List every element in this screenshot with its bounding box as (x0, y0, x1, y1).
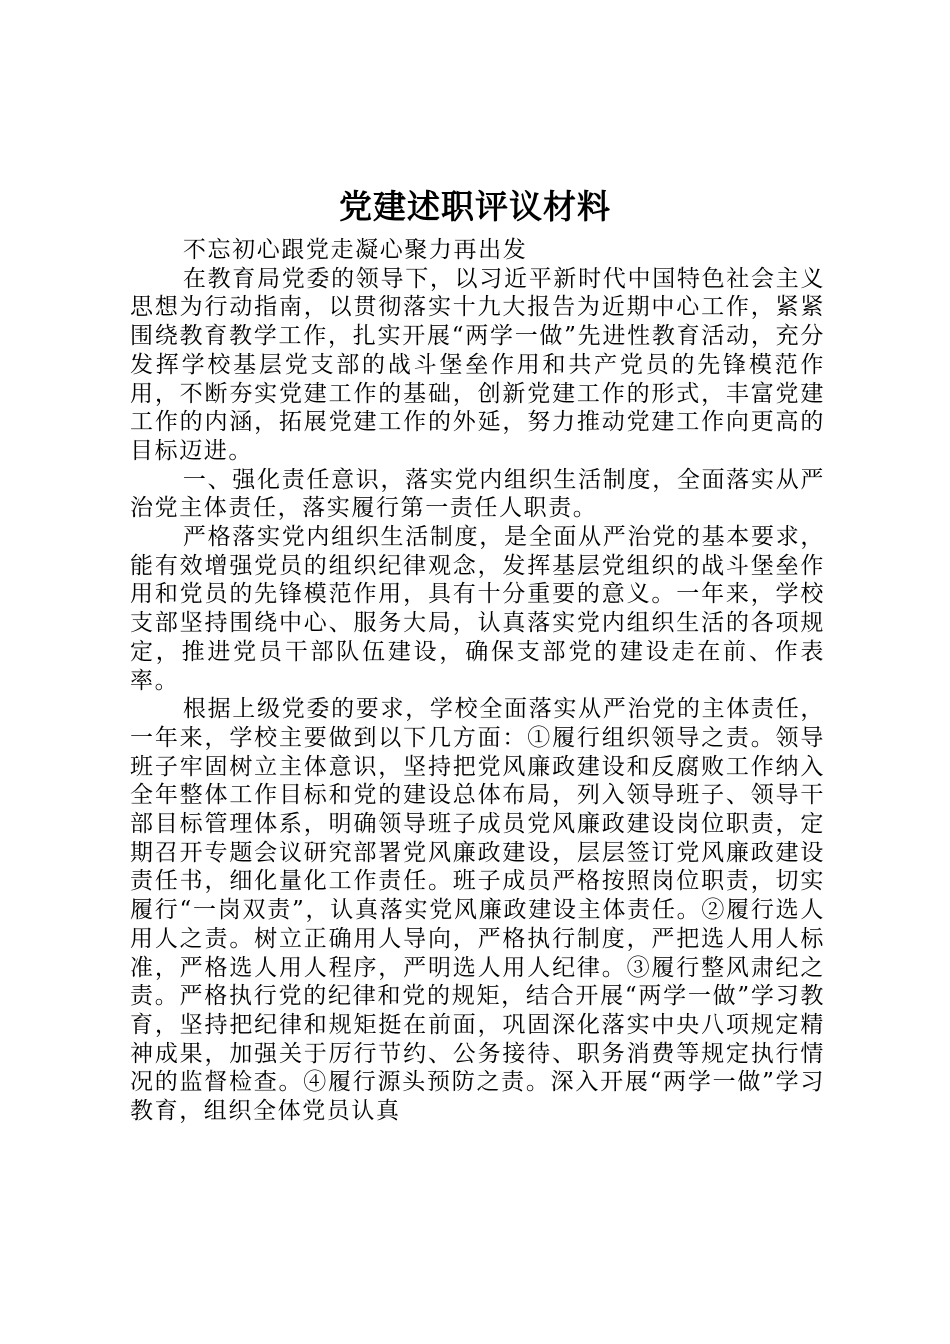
paragraph-section-heading: 一、强化责任意识，落实党内组织生活制度，全面落实从严治党主体责任，落实履行第一责任人职责。 (130, 466, 825, 522)
document-subtitle: 不忘初心跟党走凝心聚力再出发 (182, 237, 528, 263)
document-body (130, 236, 825, 1126)
paragraph-organization-life: 严格落实党内组织生活制度，是全面从严治党的基本要求，能有效增强党员的组织纪律观念，发挥基层党组织的战斗堡垒作用和党员的先锋模范作用，具有十分重要的意义。一年来，学校支部坚持围绕中心、服务大局，认真落实党内组织生活的各项规定，推进党员干部队伍建设，确保支部党的建设走在前、作表率。 (130, 524, 825, 694)
paragraph-intro: 在教育局党委的领导下，以习近平新时代中国特色社会主义思想为行动指南，以贯彻落实十九大报告为近期中心工作，紧紧围绕教育教学工作，扎实开展“两学一做”先进性教育活动，充分发挥学校基层党支部的战斗堡垒作用和共产党员的先锋模范作用，不断夯实党建工作的基础，创新党建工作的形式，丰富党建工作的内涵，拓展党建工作的外延，努力推动党建工作向更高的目标迈进。 (130, 265, 825, 464)
document-title: 党建述职评议材料 (339, 187, 611, 226)
paragraph-responsibilities: 根据上级党委的要求，学校全面落实从严治党的主体责任，一年来，学校主要做到以下几方面：①履行组织领导之责。领导班子牢固树立主体意识，坚持把党风廉政建设和反腐败工作纳入全年整体工作目标和党的建设总体布局，列入领导班子、领导干部目标管理体系，明确领导班子成员党风廉政建设岗位职责，定期召开专题会议研究部署党风廉政建设，层层签订党风廉政建设责任书，细化量化工作责任。班子成员严格按照岗位职责，切实履行“一岗双责”，认真落实党风廉政建设主体责任。②履行选人用人之责。树立正确用人导向，严格执行制度，严把选人用人标准，严格选人用人程序，严明选人用人纪律。③履行整风肃纪之责。严格执行党的纪律和党的规矩，结合开展“两学一做”学习教育，坚持把纪律和规矩挺在前面，巩固深化落实中央八项规定精神成果，加强关于厉行节约、公务接待、职务消费等规定执行情况的监督检查。④履行源头预防之责。深入开展“两学一做”学习教育，组织全体党员认真 (130, 696, 825, 1125)
